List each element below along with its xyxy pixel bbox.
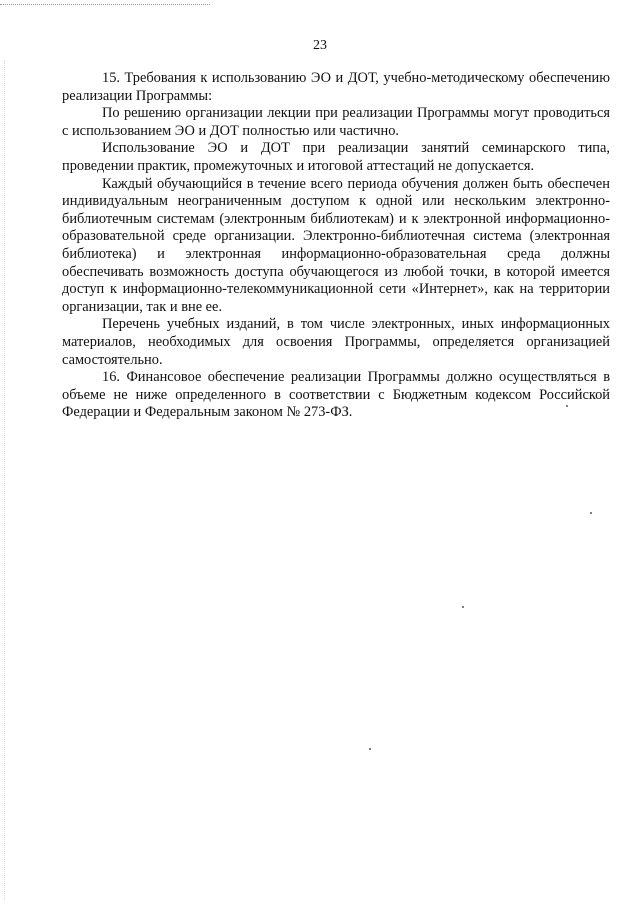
page-number: 23 — [313, 38, 327, 53]
paragraph-lectures: По решению организации лекции при реализации Программы могут проводиться с использованием ЭО и ДОТ полностью или частично. — [62, 105, 610, 139]
paragraph-seminars: Использование ЭО и ДОТ при реализации занятий семинарского типа, проведении практик, промежуточных и итоговой аттестаций не допускается. — [62, 140, 610, 174]
left-margin-marks — [4, 60, 7, 900]
document-body — [62, 70, 610, 422]
scan-speck — [590, 512, 592, 514]
paragraph-study-materials: Перечень учебных изданий, в том числе электронных, иных информационных материалов, необходимых для освоения Программы, определяется организацией самостоятельно. — [62, 316, 610, 368]
paragraph-library-access: Каждый обучающийся в течение всего периода обучения должен быть обеспечен индивидуальным неограниченным доступом к одной или нескольким электронно-библиотечным системам (электронным библиотекам) и к электронной информационно-образовательной среде организации. Электронно-библиотечная система (электронная библиотека) и электронная информационно-образовательная среда должны обеспечивать возможность доступа обучающегося из любой точки, в которой имеется доступ к информационно-телекоммуникационной сети «Интернет», как на территории организации, так и вне ее. — [62, 175, 610, 315]
top-edge-line — [0, 4, 210, 5]
paragraph-section-16-financing: 16. Финансовое обеспечение реализации Программы должно осуществляться в объеме не ниже определенного в соответствии с Бюджетным кодексом Российской Федерации и Федеральным законом № 273-ФЗ. — [62, 369, 610, 421]
paragraph-section-15-heading: 15. Требования к использованию ЭО и ДОТ, учебно-методическому обеспечению реализации Программы: — [62, 70, 610, 104]
scan-speck — [462, 606, 464, 608]
scan-speck — [566, 405, 568, 407]
scan-speck — [369, 748, 371, 750]
